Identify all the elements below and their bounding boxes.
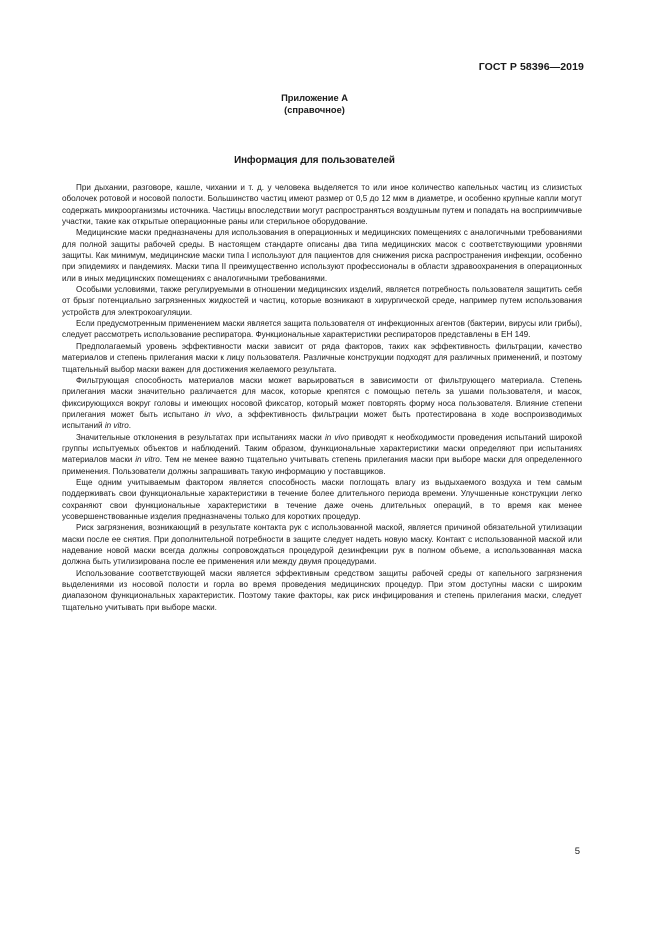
paragraph: Еще одним учитываемым фактором является способность маски поглощать влагу из выдыхаемого воздуха и тем самым поддерживать свои функциональные характеристики в течение более длительного периода времени. Улучшенные конструкции легко сохраняют свои функциональные характеристики в течение даже очень длительных операций, в то время как менее усовершенствованные изделия предназначены только для коротких процедур. [62, 477, 582, 521]
paragraph: Если предусмотренным применением маски является защита пользователя от инфекционных агентов (бактерии, вирусы или грибы), следует рассмотреть использование респиратора. Функциональные характеристики респираторов представлены в ЕН 149. [62, 319, 582, 340]
document-code: ГОСТ Р 58396—2019 [478, 61, 584, 73]
paragraph: Медицинские маски предназначены для использования в операционных и медицинских помещениях с аналогичными требованиями для полной защиты рабочей среды. В настоящем стандарте описаны два типа медицинских масок с соответствующими уровнями защиты. Как минимум, медицинские маски типа I используют для пациентов для снижения риска распространения инфекции, особенно при эпидемиях и пандемиях. Маски типа II преимущественно используют профессионалы в области здравоохранения в операционных или в иных медицинских помещениях с аналогичными требованиями. [62, 228, 582, 283]
paragraph: При дыхании, разговоре, кашле, чихании и т. д. у человека выделяется то или иное количество капельных частиц из слизистых оболочек ротовой и носовой полости. Большинство частиц имеют размер от 0,5 до 12 мкм в диаметре, и особенно крупные капли могут содержать микроорганизмы источника. Частицы впоследствии могут распространяться воздушным путем и попадать на восприимчивые участки, такие как открытые операционные раны или стерильное оборудование. [62, 183, 582, 227]
body-text [62, 182, 582, 613]
paragraph: Значительные отклонения в результатах при испытаниях маски in vivo приводят к необходимости проведения испытаний широкой группы испытуемых объектов и наблюдений. Таким образом, функциональные характеристики маски определяют при испытаниях материалов маски in vitro. Тем не менее важно тщательно учитывать степень прилегания маски при выборе маски для определенного применения. Пользователи должны запрашивать такую информацию у поставщиков. [62, 432, 583, 476]
paragraph: Использование соответствующей маски является эффективным средством защиты рабочей среды от капельного загрязнения выделениями из носовой полости и горла во время проведения медицинских процедур. При этом доступны маски с широким диапазоном функциональных характеристик. Поэтому такие факторы, как риск инфицирования и степень прилегания маски, следует тщательно учитывать при выборе маски. [62, 568, 582, 612]
paragraph: Предполагаемый уровень эффективности маски зависит от ряда факторов, таких как эффективность фильтрации, качество материалов и степень прилегания маски к лицу пользователя. Различные конструкции подходят для различных применений, и поэтому тщательный выбор маски важен для достижения желаемого результата. [62, 341, 582, 374]
appendix-heading [0, 92, 629, 116]
section-title: Информация для пользователей [234, 155, 395, 166]
paragraph: Риск загрязнения, возникающий в результате контакта рук с использованной маской, является причиной обязательной утилизации маски после ее снятия. При дополнительной потребности в защите следует надеть новую маску. Контакт с использованной маской или надевание новой маски всегда должны сопровождаться процедурой дезинфекции рук в полном объеме, а использованная маска должна быть утилизирована после ее применения или между двумя процедурами. [62, 523, 582, 567]
appendix-subtitle: (справочное) [284, 105, 345, 115]
appendix-title: Приложение А [281, 93, 348, 103]
paragraph: Фильтрующая способность материалов маски может варьироваться в зависимости от фильтрующего материала. Степень прилегания маски значительно различается для масок, которые крепятся с помощью петель за ушами пользователя, и масок, фиксирующихся вокруг головы и имеющих носовой фиксатор, который может повторять форму носа пользователя. Влияние степени прилегания может быть испытано in vivo, а эффективность фильтрации может быть протестирована в ходе воспроизводимых испытаний in vitro. [62, 375, 582, 431]
page-number: 5 [574, 846, 580, 857]
paragraph: Особыми условиями, также регулируемыми в отношении медицинских изделий, является потребность пользователя защитить себя от брызг потенциально загрязненных жидкостей и частиц, которые возникают в хирургической среде, например путем использования устройств для электрокоагуляции. [62, 285, 582, 317]
